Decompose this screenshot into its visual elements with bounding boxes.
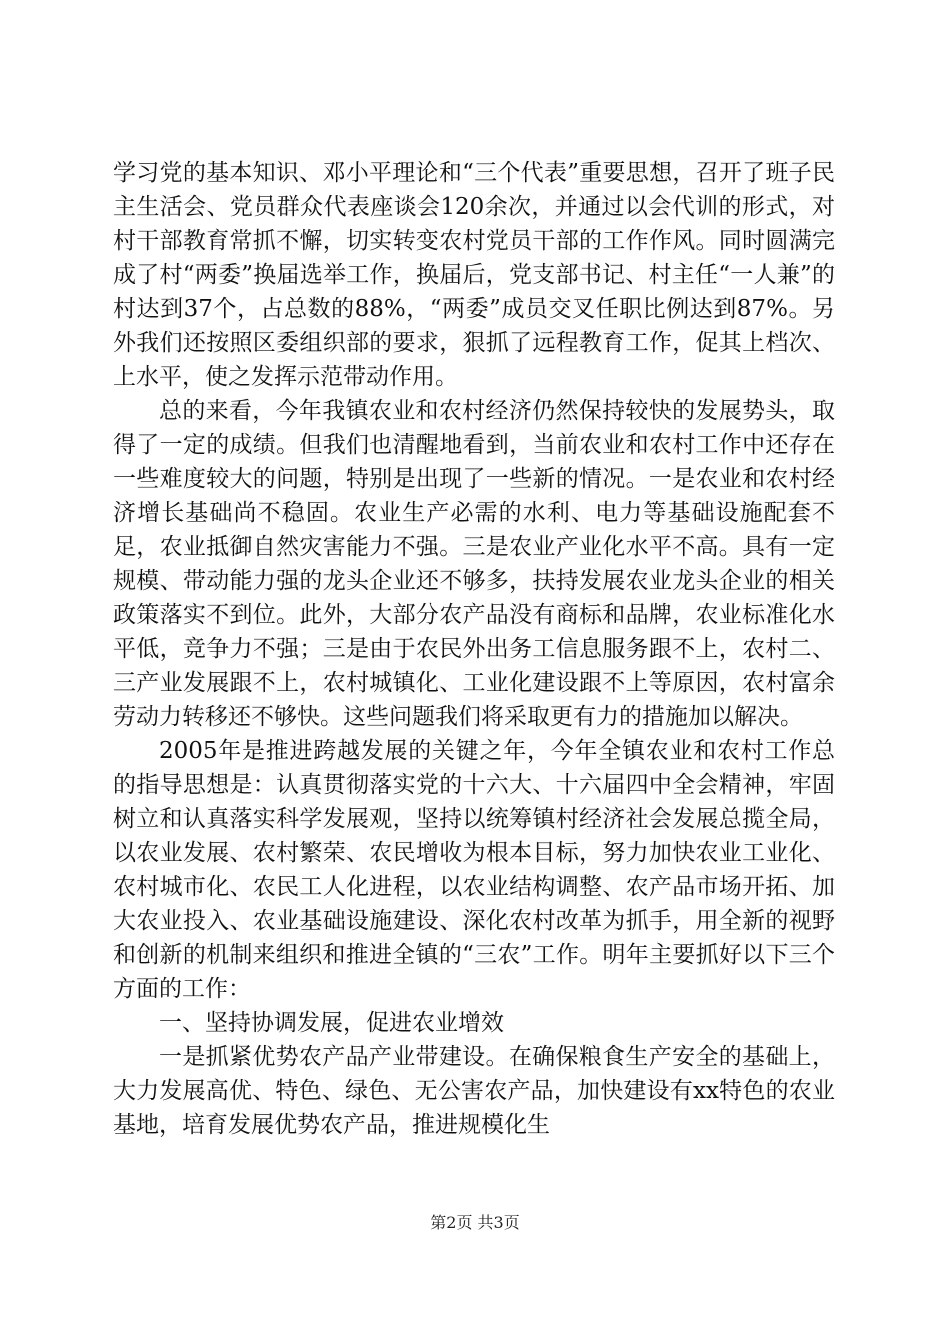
page-number-footer: 第2页 共3页 (430, 1213, 520, 1232)
section-heading-coordinated-development: 一、坚持协调发展，促进农业增效 (159, 1010, 504, 1036)
paragraph-2005-guiding-ideas: 2005年是推进跨越发展的关键之年，今年全镇农业和农村工作总的指导思想是：认真贯彻落实党的十六大、十六届四中全会精神，牢固树立和认真落实科学发展观，坚持以统筹镇村经济社会发展总揽全局，以农业发展、农村繁荣、农民增收为根本目标，努力加快农业工业化、农村城市化、农民工人化进程，以农业结构调整、农产品市场开拓、加大农业投入、农业基础设施建设、深化农村改革为抓手，用全新的视野和创新的机制来组织和推进全镇的“三农”工作。明年主要抓好以下三个方面的工作： (113, 738, 835, 1002)
document-body (113, 156, 835, 1142)
paragraph-summary-problems: 总的来看，今年我镇农业和农村经济仍然保持较快的发展势头，取得了一定的成绩。但我们也清醒地看到，当前农业和农村工作中还存在一些难度较大的问题，特别是出现了一些新的情况。一是农业和农村经济增长基础尚不稳固。农业生产必需的水利、电力等基础设施配套不足，农业抵御自然灾害能力不强。三是农业产业化水平不高。具有一定规模、带动能力强的龙头企业还不够多，扶持发展农业龙头企业的相关政策落实不到位。此外，大部分农产品没有商标和品牌，农业标准化水平低，竞争力不强；三是由于农民外出务工信息服务跟不上，农村二、三产业发展跟不上，农村城镇化、工业化建设跟不上等原因，农村富余劳动力转移还不够快。这些问题我们将采取更有力的措施加以解决。 (113, 398, 835, 730)
paragraph-party-education: 学习党的基本知识、邓小平理论和“三个代表”重要思想，召开了班子民主生活会、党员群众代表座谈会120余次，并通过以会代训的形式，对村干部教育常抓不懈，切实转变农村党员干部的工作作风。同时圆满完成了村“两委”换届选举工作，换届后，党支部书记、村主任“一人兼”的村达到37个，占总数的88%，“两委”成员交叉任职比例达到87%。另外我们还按照区委组织部的要求，狠抓了远程教育工作，促其上档次、上水平，使之发挥示范带动作用。 (113, 160, 835, 390)
paragraph-advantage-products: 一是抓紧优势农产品产业带建设。在确保粮食生产安全的基础上，大力发展高优、特色、绿色、无公害农产品，加快建设有xx特色的农业基地，培育发展优势农产品，推进规模化生 (113, 1044, 835, 1138)
